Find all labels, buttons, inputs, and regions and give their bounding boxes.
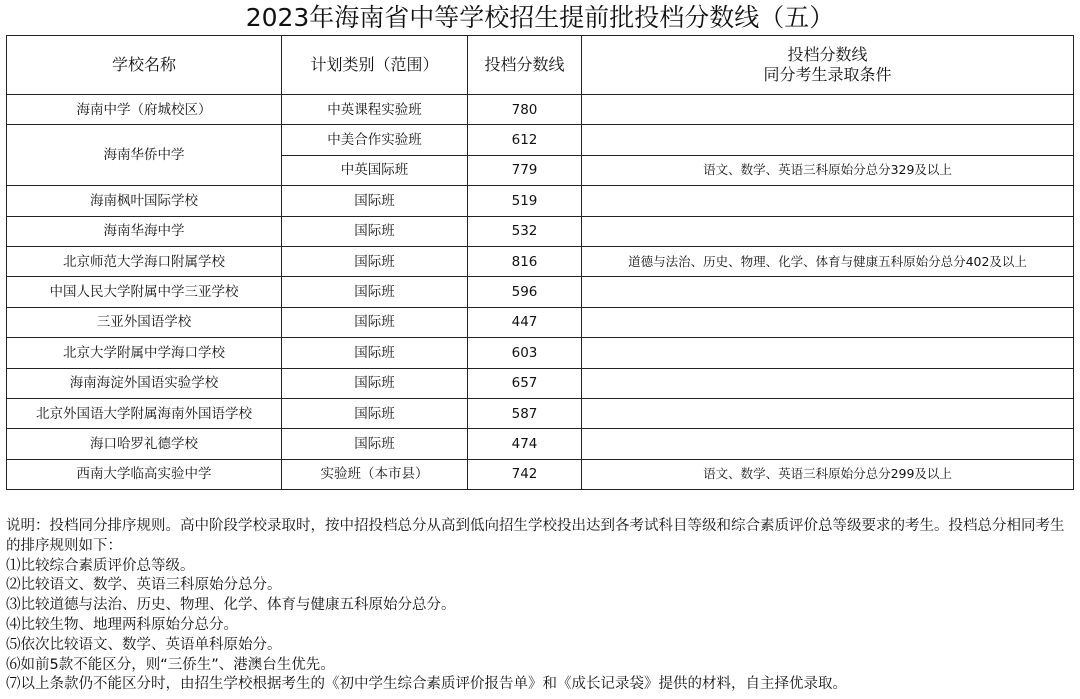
- plan-category-cell: 国际班: [282, 186, 468, 216]
- plan-category-cell: 国际班: [282, 398, 468, 428]
- notes-item: ⑺以上条款仍不能区分时，由招生学校根据考生的《初中学生综合素质评价报告单》和《成长记录袋》提供的材料，自主择优录取。: [6, 676, 847, 693]
- tie-condition-cell: [582, 216, 1074, 246]
- table-header-row: [7, 36, 1074, 95]
- tie-condition-cell: [582, 307, 1074, 337]
- header-score-line: 投档分数线: [468, 36, 582, 95]
- score-cell: 779: [468, 155, 582, 185]
- tie-condition-cell: 道德与法治、历史、物理、化学、体育与健康五科原始分总分402及以上: [582, 246, 1074, 276]
- notes-item: ⑹如前5款不能区分，则“三侨生”、港澳台生优先。: [6, 656, 335, 673]
- table-row: [7, 429, 1074, 459]
- school-name-cell: 海南华侨中学: [7, 125, 282, 186]
- plan-category-cell: 国际班: [282, 429, 468, 459]
- notes-item: ⑴比较综合素质评价总等级。: [6, 557, 195, 574]
- score-cell: 780: [468, 95, 582, 125]
- score-cell: 474: [468, 429, 582, 459]
- plan-category-cell: 实验班（本市县）: [282, 459, 468, 489]
- school-name-cell: 北京外国语大学附属海南外国语学校: [7, 398, 282, 428]
- tie-condition-cell: [582, 368, 1074, 398]
- school-name-cell: 中国人民大学附属中学三亚学校: [7, 277, 282, 307]
- school-name-cell: 海口哈罗礼德学校: [7, 429, 282, 459]
- table-row: [7, 398, 1074, 428]
- school-name-cell: 北京师范大学海口附属学校: [7, 246, 282, 276]
- table-row: [7, 277, 1074, 307]
- tie-condition-cell: [582, 429, 1074, 459]
- tie-condition-cell: [582, 398, 1074, 428]
- table-row: [7, 338, 1074, 368]
- school-name-cell: 三亚外国语学校: [7, 307, 282, 337]
- tie-condition-cell: [582, 338, 1074, 368]
- table-row: [7, 125, 1074, 155]
- header-tie-condition: [582, 36, 1074, 95]
- plan-category-cell: 国际班: [282, 246, 468, 276]
- notes-section: [6, 517, 1074, 695]
- table-row: [7, 459, 1074, 489]
- plan-category-cell: 国际班: [282, 277, 468, 307]
- page-title: 2023年海南省中等学校招生提前批投档分数线（五）: [245, 3, 835, 32]
- score-cell: 612: [468, 125, 582, 155]
- school-name-cell: 海南海淀外国语实验学校: [7, 368, 282, 398]
- tie-condition-cell: [582, 277, 1074, 307]
- school-name-cell: 海南华海中学: [7, 216, 282, 246]
- score-cell: 742: [468, 459, 582, 489]
- tie-condition-cell: [582, 186, 1074, 216]
- tie-condition-cell: [582, 125, 1074, 155]
- table-row: [7, 95, 1074, 125]
- plan-category-cell: 国际班: [282, 216, 468, 246]
- tie-condition-cell: [582, 95, 1074, 125]
- school-name-cell: 海南枫叶国际学校: [7, 186, 282, 216]
- table-row: [7, 307, 1074, 337]
- plan-category-cell: 中英课程实验班: [282, 95, 468, 125]
- table-row: [7, 246, 1074, 276]
- score-cell: 816: [468, 246, 582, 276]
- notes-intro: 说明：投档同分排序规则。高中阶段学校录取时，按中招投档总分从高到低向招生学校投出达到各考试科目等级和综合素质评价总等级要求的考生。投档总分相同考生的排序规则如下：: [6, 518, 1065, 554]
- plan-category-cell: 中美合作实验班: [282, 125, 468, 155]
- score-cell: 657: [468, 368, 582, 398]
- notes-item: ⑵比较语文、数学、英语三科原始分总分。: [6, 577, 282, 594]
- score-cell: 596: [468, 277, 582, 307]
- tie-condition-cell: 语文、数学、英语三科原始分总分299及以上: [582, 459, 1074, 489]
- notes-item: ⑸依次比较语文、数学、英语单科原始分。: [6, 636, 282, 653]
- notes-item: ⑶比较道德与法治、历史、物理、化学、体育与健康五科原始分总分。: [6, 597, 456, 614]
- score-cell: 532: [468, 216, 582, 246]
- score-cell: 603: [468, 338, 582, 368]
- score-cell: 519: [468, 186, 582, 216]
- plan-category-cell: 国际班: [282, 368, 468, 398]
- plan-category-cell: 国际班: [282, 307, 468, 337]
- school-name-cell: 西南大学临高实验中学: [7, 459, 282, 489]
- header-plan-category: 计划类别（范围）: [282, 36, 468, 95]
- score-cell: 447: [468, 307, 582, 337]
- table-row: [7, 216, 1074, 246]
- header-tie-condition-line1: 投档分数线: [787, 45, 868, 64]
- plan-category-cell: 中英国际班: [282, 155, 468, 185]
- table-row: [7, 368, 1074, 398]
- table-row: [7, 186, 1074, 216]
- header-school-name: 学校名称: [7, 36, 282, 95]
- plan-category-cell: 国际班: [282, 338, 468, 368]
- header-tie-condition-line2: 同分考生录取条件: [763, 65, 892, 84]
- admission-score-table: [6, 35, 1074, 490]
- score-cell: 587: [468, 398, 582, 428]
- tie-condition-cell: 语文、数学、英语三科原始分总分329及以上: [582, 155, 1074, 185]
- notes-item: ⑷比较生物、地理两科原始分总分。: [6, 616, 238, 633]
- school-name-cell: 海南中学（府城校区）: [7, 95, 282, 125]
- school-name-cell: 北京大学附属中学海口学校: [7, 338, 282, 368]
